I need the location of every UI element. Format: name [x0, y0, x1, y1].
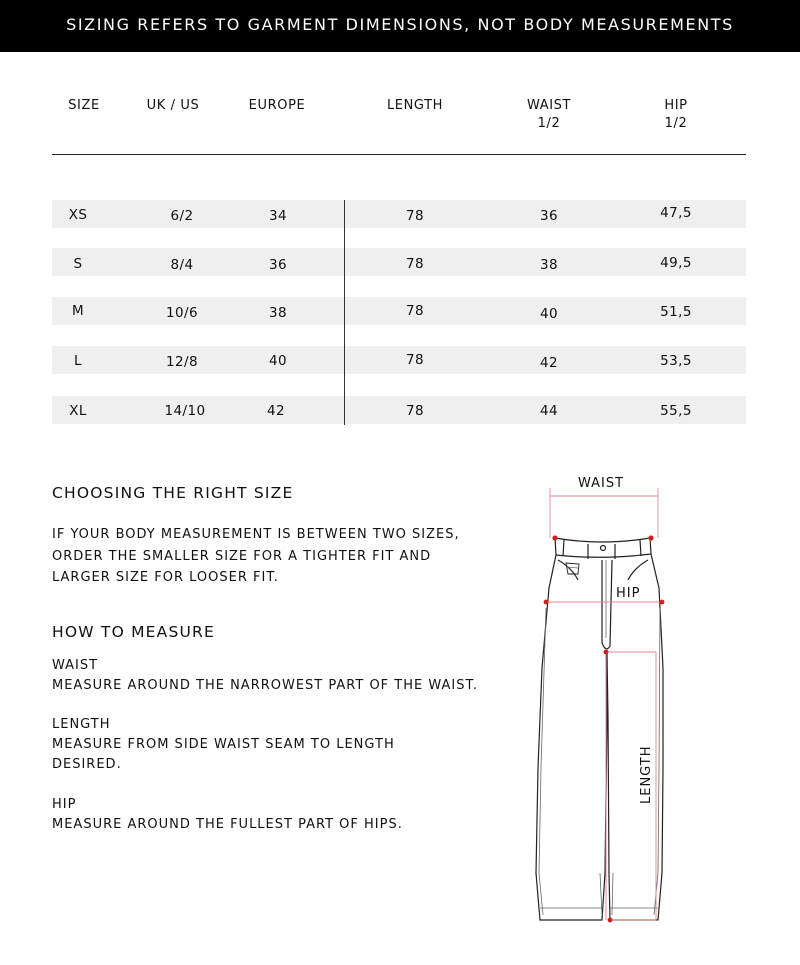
cell-length: 78 — [406, 352, 424, 368]
cell-size: M — [71, 303, 85, 319]
notice-banner: SIZING REFERS TO GARMENT DIMENSIONS, NOT BODY MEASUREMENTS — [0, 0, 800, 52]
measure-waist — [52, 656, 478, 696]
cell-europe: 36 — [269, 257, 287, 273]
header-europe: EUROPE — [248, 98, 306, 113]
cell-hip: 49,5 — [660, 255, 692, 271]
cell-ukus: 8/4 — [170, 257, 194, 273]
header-ukus: UK / US — [146, 98, 200, 113]
table-row — [52, 346, 746, 374]
header-waist: WAIST 1/2 — [526, 98, 572, 131]
cell-hip: 47,5 — [660, 205, 692, 221]
cell-waist: 44 — [540, 403, 558, 419]
cell-ukus: 14/10 — [164, 403, 206, 419]
cell-europe: 40 — [269, 353, 287, 369]
cell-waist: 40 — [540, 306, 558, 322]
cell-size: S — [73, 256, 83, 272]
header-divider — [52, 154, 746, 155]
header-length: LENGTH — [386, 98, 444, 113]
cell-ukus: 12/8 — [166, 354, 198, 370]
measure-hip — [52, 795, 403, 835]
cell-size: XL — [69, 403, 87, 419]
jeans-illustration — [530, 468, 680, 928]
cell-waist: 42 — [540, 355, 558, 371]
cell-hip: 53,5 — [660, 353, 692, 369]
cell-size: L — [74, 353, 82, 369]
measure-length — [52, 715, 395, 775]
cell-length: 78 — [406, 256, 424, 272]
table-row — [52, 200, 746, 228]
table-row — [52, 297, 746, 325]
choosing-title: CHOOSING THE RIGHT SIZE — [52, 484, 294, 502]
measure-waist-label: WAIST — [52, 658, 99, 673]
cell-length: 78 — [406, 208, 424, 224]
cell-europe: 42 — [267, 403, 285, 419]
measure-hip-text: MEASURE AROUND THE FULLEST PART OF HIPS. — [52, 817, 403, 832]
choosing-line: IF YOUR BODY MEASUREMENT IS BETWEEN TWO SIZES, — [52, 527, 460, 542]
figure-length-label: LENGTH — [639, 745, 654, 804]
measure-hip-label: HIP — [52, 797, 77, 812]
cell-hip: 55,5 — [660, 403, 692, 419]
measure-length-text: MEASURE FROM SIDE WAIST SEAM TO LENGTH — [52, 737, 395, 752]
cell-length: 78 — [406, 303, 424, 319]
measure-waist-text: MEASURE AROUND THE NARROWEST PART OF THE WAIST. — [52, 678, 478, 693]
cell-europe: 38 — [269, 305, 287, 321]
header-size: SIZE — [68, 98, 100, 113]
measure-length-text: DESIRED. — [52, 757, 122, 772]
header-hip: HIP 1/2 — [664, 98, 688, 131]
cell-waist: 38 — [540, 257, 558, 273]
how-to-measure-title: HOW TO MEASURE — [52, 623, 216, 641]
jeans-icon — [530, 468, 680, 928]
figure-waist-label: WAIST — [578, 476, 625, 491]
cell-hip: 51,5 — [660, 304, 692, 320]
figure-hip-label: HIP — [616, 586, 641, 601]
cell-size: XS — [68, 207, 88, 223]
choosing-text — [52, 524, 460, 589]
choosing-line: ORDER THE SMALLER SIZE FOR A TIGHTER FIT AND — [52, 548, 432, 564]
table-row — [52, 396, 746, 424]
cell-waist: 36 — [540, 208, 558, 224]
cell-ukus: 10/6 — [166, 305, 198, 321]
measure-length-label: LENGTH — [52, 717, 111, 732]
cell-ukus: 6/2 — [170, 208, 194, 224]
column-divider — [344, 200, 345, 425]
cell-europe: 34 — [269, 208, 287, 224]
table-row — [52, 248, 746, 276]
cell-length: 78 — [406, 403, 424, 419]
choosing-line: LARGER SIZE FOR LOOSER FIT. — [52, 570, 279, 585]
